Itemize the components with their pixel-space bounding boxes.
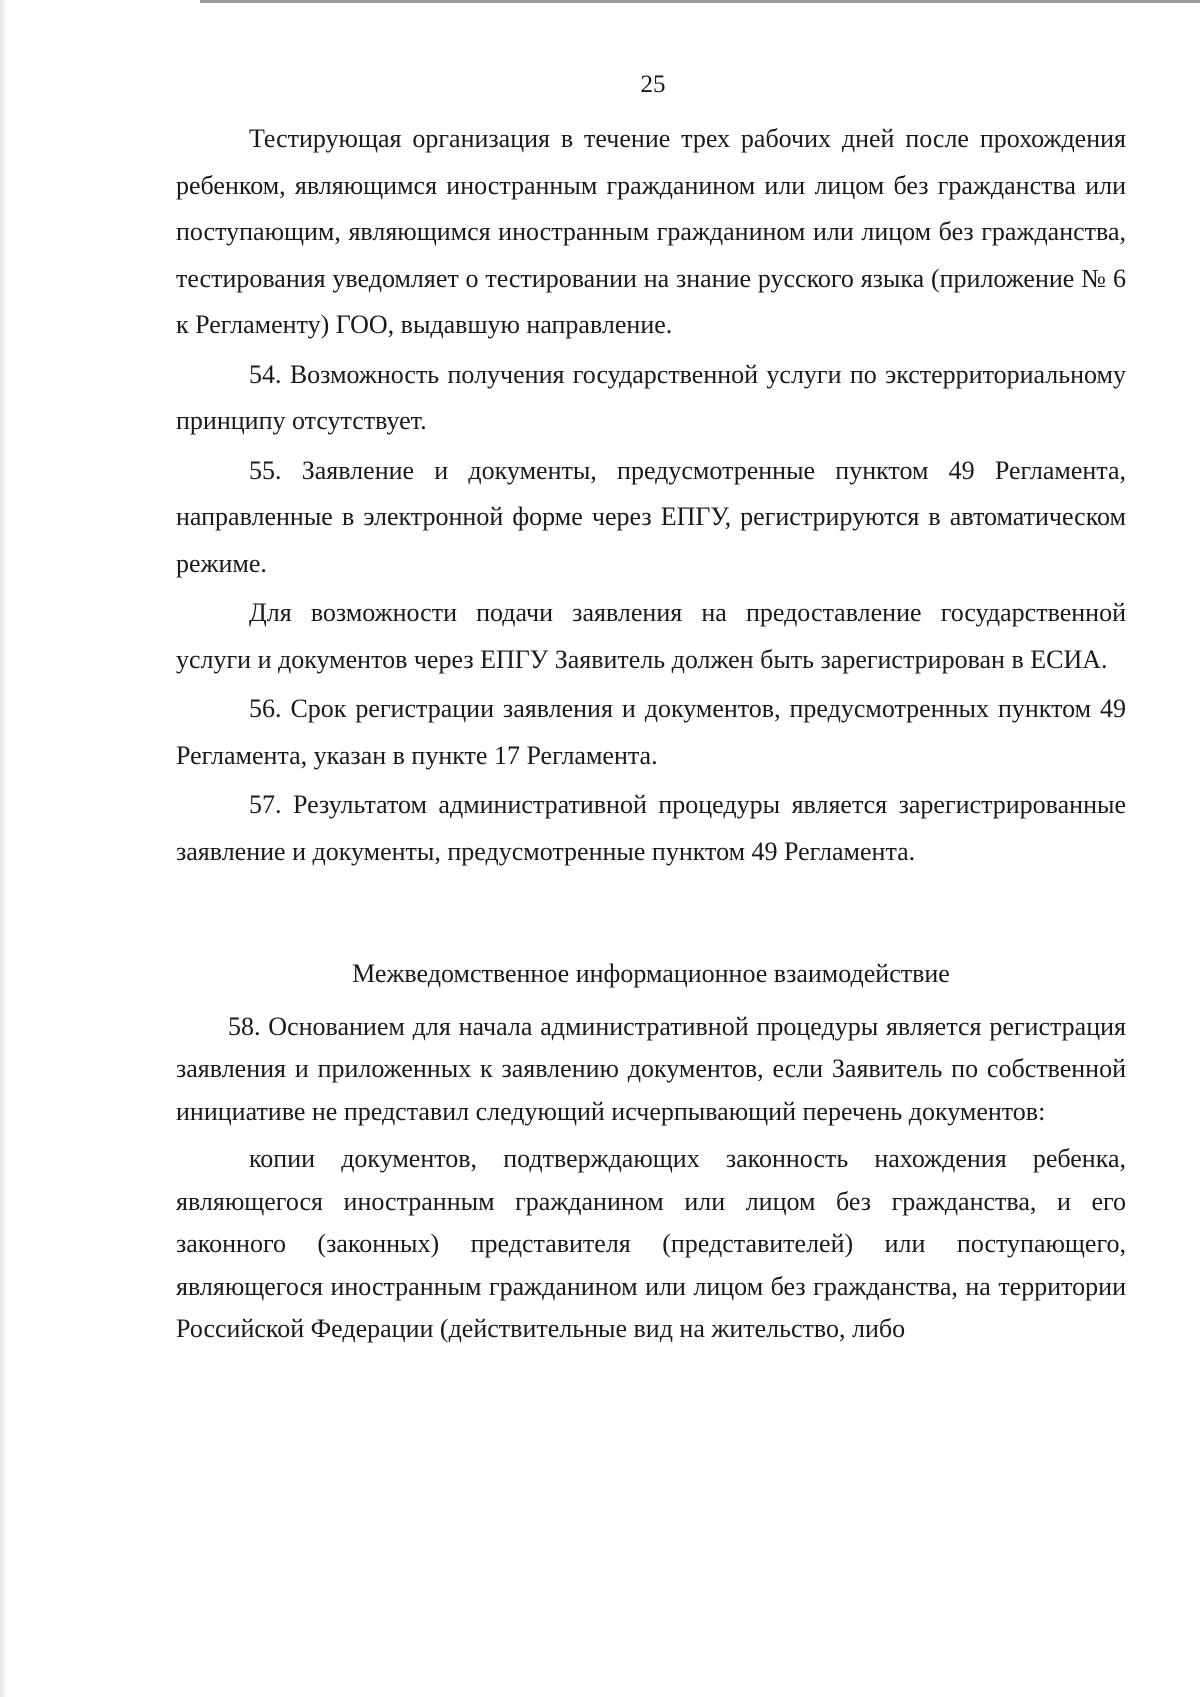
- page-number: 25: [640, 71, 666, 98]
- section-heading: Межведомственное информационное взаимодействие: [352, 959, 950, 988]
- scan-top-line: [200, 0, 1200, 3]
- paragraph-esia-registration: Для возможности подачи заявления на предоставление государственной услуги и документов через ЕПГУ Заявитель должен быть зарегистрирован в ЕСИА.: [176, 598, 1126, 674]
- paragraph-testing-notification: Тестирующая организация в течение трех рабочих дней после прохождения ребенком, являющимся иностранным гражданином или лицом без гражданства или поступающим, являющимся иностранным гражданином или лицом без гражданства, тестирования уведомляет о тестировании на знание русского языка (приложение № 6 к Регламенту) ГОО, выдавшую направление.: [176, 124, 1126, 339]
- document-body: [176, 116, 1126, 1351]
- section-58: [176, 1006, 1126, 1351]
- paragraph-58: 58. Основанием для начала административной процедуры является регистрация заявления и приложенных к заявлению документов, если Заявитель по собственной инициативе не представил следующий исчерпывающий перечень документов:: [176, 1011, 1126, 1126]
- scan-left-edge: [0, 0, 8, 1697]
- paragraph-document-copies: копии документов, подтверждающих законность нахождения ребенка, являющегося иностранным гражданином или лицом без гражданства, и его законного (законных) представителя (представителей) или поступающего, являющегося иностранным гражданином или лицом без гражданства, на территории Российской Федерации (действительные вид на жительство, либо: [176, 1144, 1126, 1343]
- paragraph-57: 57. Результатом административной процедуры является зарегистрированные заявление и документы, предусмотренные пунктом 49 Регламента.: [176, 790, 1126, 866]
- paragraph-55: 55. Заявление и документы, предусмотренные пунктом 49 Регламента, направленные в электронной форме через ЕПГУ, регистрируются в автоматическом режиме.: [176, 455, 1126, 578]
- paragraph-56: 56. Срок регистрации заявления и документов, предусмотренных пунктом 49 Регламента, указан в пункте 17 Регламента.: [176, 694, 1126, 770]
- paragraph-54: 54. Возможность получения государственной услуги по экстерриториальному принципу отсутствует.: [176, 359, 1126, 435]
